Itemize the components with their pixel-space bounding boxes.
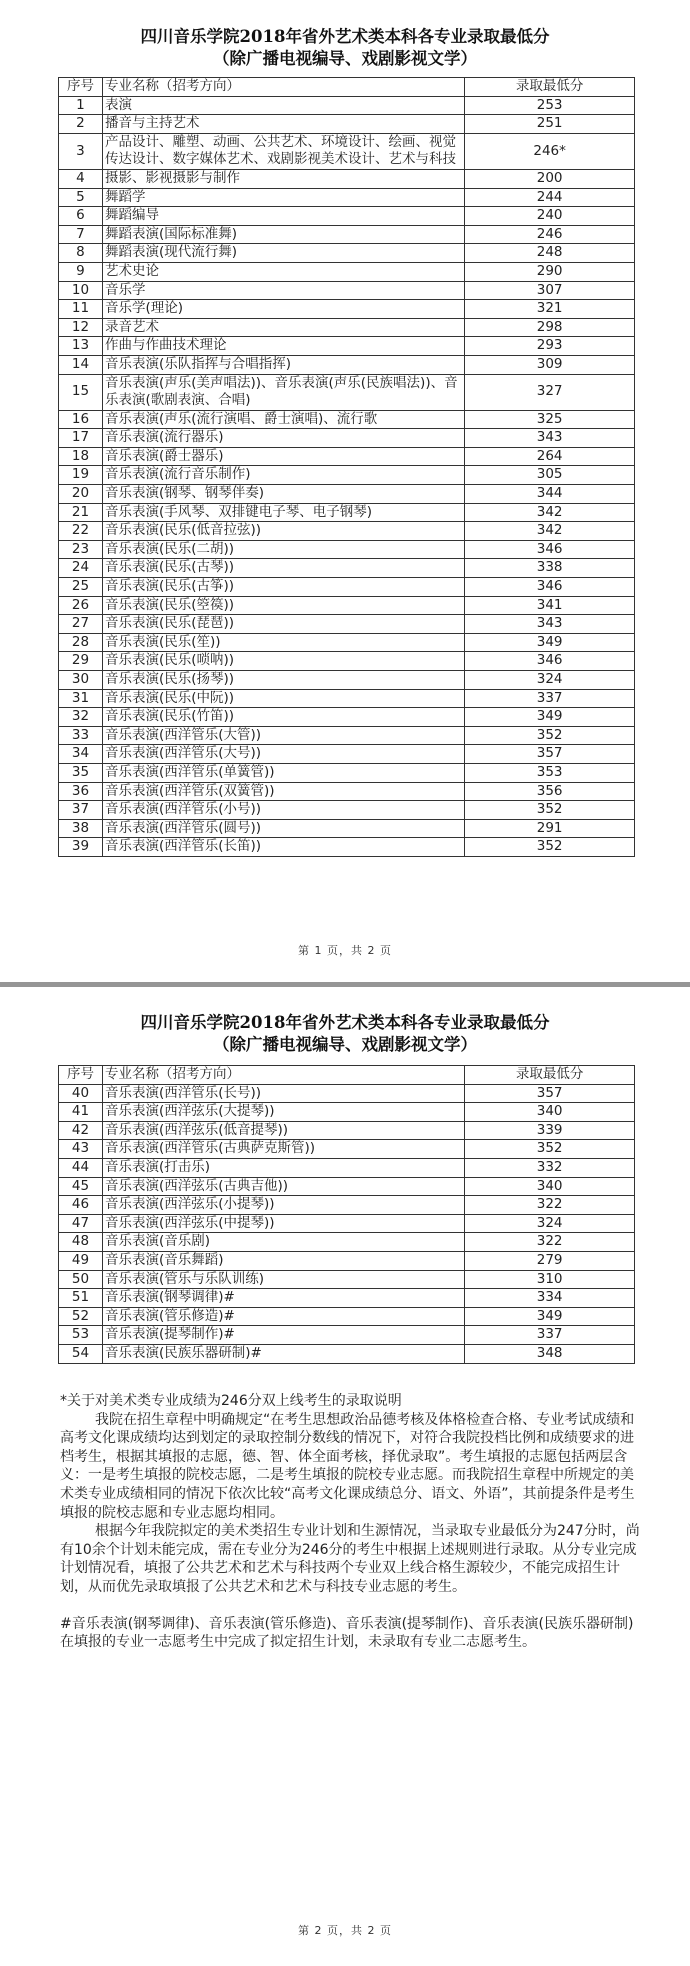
min-score: 343 <box>465 429 635 448</box>
scores-table-page-1 <box>58 77 635 857</box>
major-name: 艺术史论 <box>102 262 464 281</box>
min-score: 305 <box>465 466 635 485</box>
row-number: 13 <box>59 337 103 356</box>
row-number: 2 <box>59 115 103 134</box>
row-number: 39 <box>59 838 103 857</box>
min-score: 327 <box>465 374 635 410</box>
min-score: 240 <box>465 207 635 226</box>
major-name: 音乐表演(管乐修造)# <box>102 1307 464 1326</box>
page-footer-1: 第 1 页，共 2 页 <box>298 944 392 957</box>
table-row <box>59 1177 635 1196</box>
major-name: 音乐表演(音乐舞蹈) <box>102 1251 464 1270</box>
min-score: 352 <box>465 1140 635 1159</box>
header-name: 专业名称（招考方向） <box>102 78 464 97</box>
min-score: 324 <box>465 1214 635 1233</box>
row-number: 51 <box>59 1289 103 1308</box>
major-name: 摄影、影视摄影与制作 <box>102 169 464 188</box>
table-row <box>59 503 635 522</box>
major-name: 产品设计、雕塑、动画、公共艺术、环境设计、绘画、视觉传达设计、数字媒体艺术、戏剧影视美术设计、艺术与科技 <box>102 133 464 169</box>
min-score: 322 <box>465 1233 635 1252</box>
row-number: 9 <box>59 262 103 281</box>
row-number: 38 <box>59 819 103 838</box>
page-footer-2: 第 2 页，共 2 页 <box>298 1924 392 1937</box>
table-row <box>59 540 635 559</box>
row-number: 44 <box>59 1158 103 1177</box>
table-row <box>59 1158 635 1177</box>
major-name: 音乐表演(西洋管乐(古典萨克斯管)) <box>102 1140 464 1159</box>
table-row <box>59 559 635 578</box>
major-name: 音乐表演(西洋管乐(小号)) <box>102 801 464 820</box>
table-row <box>59 281 635 300</box>
min-score: 321 <box>465 300 635 319</box>
table-row <box>59 1270 635 1289</box>
major-name: 舞蹈编导 <box>102 207 464 226</box>
major-name: 音乐表演(民乐(二胡)) <box>102 540 464 559</box>
row-number: 54 <box>59 1344 103 1363</box>
row-number: 47 <box>59 1214 103 1233</box>
min-score: 357 <box>465 745 635 764</box>
major-name: 音乐表演(流行音乐制作) <box>102 466 464 485</box>
table-row <box>59 96 635 115</box>
row-number: 24 <box>59 559 103 578</box>
row-number: 14 <box>59 355 103 374</box>
header-score: 录取最低分 <box>465 1066 635 1085</box>
page-separator <box>0 982 690 987</box>
row-number: 41 <box>59 1103 103 1122</box>
min-score: 246* <box>465 133 635 169</box>
row-number: 37 <box>59 801 103 820</box>
table-row <box>59 318 635 337</box>
row-number: 12 <box>59 318 103 337</box>
major-name: 音乐学 <box>102 281 464 300</box>
row-number: 43 <box>59 1140 103 1159</box>
major-name: 音乐表演(西洋管乐(长号)) <box>102 1084 464 1103</box>
min-score: 338 <box>465 559 635 578</box>
row-number: 29 <box>59 652 103 671</box>
table-row <box>59 262 635 281</box>
table-row <box>59 745 635 764</box>
table-row <box>59 1233 635 1252</box>
table-row <box>59 1121 635 1140</box>
major-name: 音乐表演(西洋弦乐(古典吉他)) <box>102 1177 464 1196</box>
major-name: 音乐表演(民乐(古琴)) <box>102 559 464 578</box>
major-name: 音乐学(理论) <box>102 300 464 319</box>
table-row <box>59 1084 635 1103</box>
row-number: 26 <box>59 596 103 615</box>
row-number: 25 <box>59 578 103 597</box>
major-name: 音乐表演(打击乐) <box>102 1158 464 1177</box>
min-score: 352 <box>465 801 635 820</box>
table-row <box>59 355 635 374</box>
header-name: 专业名称（招考方向） <box>102 1066 464 1085</box>
row-number: 30 <box>59 671 103 690</box>
table-row <box>59 763 635 782</box>
min-score: 356 <box>465 782 635 801</box>
min-score: 246 <box>465 225 635 244</box>
row-number: 20 <box>59 485 103 504</box>
table-row <box>59 466 635 485</box>
major-name: 音乐表演(管乐与乐队训练) <box>102 1270 464 1289</box>
table-row <box>59 1307 635 1326</box>
table-row <box>59 801 635 820</box>
table-row <box>59 578 635 597</box>
document-title: 四川音乐学院2018年省外艺术类本科各专业录取最低分 <box>140 27 550 46</box>
header-no: 序号 <box>59 1066 103 1085</box>
table-header-row <box>59 1066 635 1085</box>
table-row <box>59 819 635 838</box>
major-name: 音乐表演(提琴制作)# <box>102 1326 464 1345</box>
min-score: 291 <box>465 819 635 838</box>
major-name: 音乐表演(西洋管乐(圆号)) <box>102 819 464 838</box>
major-name: 音乐表演(爵士器乐) <box>102 447 464 466</box>
table-row <box>59 244 635 263</box>
header-no: 序号 <box>59 78 103 97</box>
min-score: 341 <box>465 596 635 615</box>
min-score: 346 <box>465 652 635 671</box>
table-row <box>59 838 635 857</box>
row-number: 49 <box>59 1251 103 1270</box>
row-number: 48 <box>59 1233 103 1252</box>
table-row <box>59 169 635 188</box>
page-2 <box>0 988 690 1966</box>
table-row <box>59 1344 635 1363</box>
row-number: 22 <box>59 522 103 541</box>
min-score: 337 <box>465 689 635 708</box>
table-row <box>59 1289 635 1308</box>
notes-paragraph-3: #音乐表演(钢琴调律)、音乐表演(管乐修造)、音乐表演(提琴制作)、音乐表演(民族乐器研制)在填报的专业一志愿考生中完成了拟定招生计划，未录取有专业二志愿考生。 <box>60 1615 634 1651</box>
min-score: 346 <box>465 578 635 597</box>
row-number: 17 <box>59 429 103 448</box>
major-name: 音乐表演(民乐(竹笛)) <box>102 708 464 727</box>
table-row <box>59 708 635 727</box>
table-row <box>59 671 635 690</box>
row-number: 19 <box>59 466 103 485</box>
table-row <box>59 596 635 615</box>
table-row <box>59 726 635 745</box>
min-score: 349 <box>465 1307 635 1326</box>
row-number: 4 <box>59 169 103 188</box>
table-row <box>59 447 635 466</box>
row-number: 6 <box>59 207 103 226</box>
min-score: 339 <box>465 1121 635 1140</box>
min-score: 307 <box>465 281 635 300</box>
min-score: 352 <box>465 726 635 745</box>
min-score: 343 <box>465 615 635 634</box>
row-number: 52 <box>59 1307 103 1326</box>
table-row <box>59 652 635 671</box>
major-name: 音乐表演(民乐(低音拉弦)) <box>102 522 464 541</box>
major-name: 音乐表演(声乐(流行演唱、爵士演唱)、流行歌 <box>102 410 464 429</box>
document-subtitle: （除广播电视编导、戏剧影视文学） <box>213 49 477 68</box>
min-score: 325 <box>465 410 635 429</box>
notes-heading: *关于对美术类专业成绩为246分双上线考生的录取说明 <box>60 1393 402 1409</box>
row-number: 33 <box>59 726 103 745</box>
admission-notes <box>60 1392 640 1652</box>
table-row <box>59 1103 635 1122</box>
min-score: 322 <box>465 1196 635 1215</box>
major-name: 音乐表演(民乐(箜篌)) <box>102 596 464 615</box>
row-number: 34 <box>59 745 103 764</box>
min-score: 279 <box>465 1251 635 1270</box>
row-number: 11 <box>59 300 103 319</box>
min-score: 264 <box>465 447 635 466</box>
min-score: 253 <box>465 96 635 115</box>
min-score: 353 <box>465 763 635 782</box>
major-name: 音乐表演(民乐(琵琶)) <box>102 615 464 634</box>
table-row <box>59 485 635 504</box>
row-number: 53 <box>59 1326 103 1345</box>
major-name: 音乐表演(民乐(中阮)) <box>102 689 464 708</box>
row-number: 28 <box>59 633 103 652</box>
row-number: 42 <box>59 1121 103 1140</box>
document-subtitle-page-2: （除广播电视编导、戏剧影视文学） <box>213 1035 477 1054</box>
major-name: 音乐表演(流行器乐) <box>102 429 464 448</box>
major-name: 音乐表演(手风琴、双排键电子琴、电子钢琴) <box>102 503 464 522</box>
min-score: 332 <box>465 1158 635 1177</box>
row-number: 31 <box>59 689 103 708</box>
min-score: 346 <box>465 540 635 559</box>
major-name: 录音艺术 <box>102 318 464 337</box>
row-number: 18 <box>59 447 103 466</box>
row-number: 40 <box>59 1084 103 1103</box>
row-number: 7 <box>59 225 103 244</box>
major-name: 音乐表演(音乐剧) <box>102 1233 464 1252</box>
major-name: 音乐表演(民乐(扬琴)) <box>102 671 464 690</box>
page-1 <box>0 0 690 982</box>
table-row <box>59 1326 635 1345</box>
min-score: 340 <box>465 1177 635 1196</box>
row-number: 35 <box>59 763 103 782</box>
table-row <box>59 225 635 244</box>
min-score: 349 <box>465 633 635 652</box>
table-row <box>59 188 635 207</box>
min-score: 309 <box>465 355 635 374</box>
document-title-page-2: 四川音乐学院2018年省外艺术类本科各专业录取最低分 <box>140 1013 550 1032</box>
table-body-page-2 <box>59 1084 635 1363</box>
major-name: 音乐表演(民族乐器研制)# <box>102 1344 464 1363</box>
table-row <box>59 115 635 134</box>
min-score: 337 <box>465 1326 635 1345</box>
table-row <box>59 410 635 429</box>
min-score: 293 <box>465 337 635 356</box>
major-name: 音乐表演(西洋管乐(长笛)) <box>102 838 464 857</box>
table-row <box>59 1140 635 1159</box>
notes-paragraph-1: 我院在招生章程中明确规定“在考生思想政治品德考核及体格检查合格、专业考试成绩和高考文化课成绩均达到划定的录取控制分数线的情况下，对符合我院投档比例和成绩要求的进档考生，根据其填报的志愿，德、智、体全面考核，择优录取”。考生填报的志愿包括两层含义：一是考生填报的院校志愿，二是考生填报的院校专业志愿。而我院招生章程中所规定的美术类专业成绩相同的情况下依次比较“高考文化课成绩总分、语文、外语”，其前提条件是考生填报的院校志愿和专业志愿均相同。 <box>60 1411 635 1521</box>
row-number: 23 <box>59 540 103 559</box>
table-row <box>59 337 635 356</box>
major-name: 音乐表演(声乐(美声唱法))、音乐表演(声乐(民族唱法))、音乐表演(歌剧表演、合唱) <box>102 374 464 410</box>
min-score: 352 <box>465 838 635 857</box>
major-name: 音乐表演(西洋弦乐(大提琴)) <box>102 1103 464 1122</box>
table-row <box>59 374 635 410</box>
table-row <box>59 300 635 319</box>
min-score: 298 <box>465 318 635 337</box>
major-name: 音乐表演(乐队指挥与合唱指挥) <box>102 355 464 374</box>
table-row <box>59 1196 635 1215</box>
row-number: 50 <box>59 1270 103 1289</box>
table-header-row <box>59 78 635 97</box>
row-number: 3 <box>59 133 103 169</box>
scores-table-page-2 <box>58 1065 635 1364</box>
row-number: 32 <box>59 708 103 727</box>
table-row <box>59 1214 635 1233</box>
table-row <box>59 522 635 541</box>
row-number: 5 <box>59 188 103 207</box>
major-name: 音乐表演(钢琴调律)# <box>102 1289 464 1308</box>
table-row <box>59 782 635 801</box>
table-row <box>59 429 635 448</box>
table-row <box>59 689 635 708</box>
min-score: 344 <box>465 485 635 504</box>
header-score: 录取最低分 <box>465 78 635 97</box>
row-number: 16 <box>59 410 103 429</box>
table-row <box>59 633 635 652</box>
row-number: 36 <box>59 782 103 801</box>
table-row <box>59 207 635 226</box>
table-row <box>59 133 635 169</box>
min-score: 349 <box>465 708 635 727</box>
major-name: 播音与主持艺术 <box>102 115 464 134</box>
major-name: 音乐表演(西洋管乐(双簧管)) <box>102 782 464 801</box>
row-number: 1 <box>59 96 103 115</box>
major-name: 表演 <box>102 96 464 115</box>
min-score: 324 <box>465 671 635 690</box>
table-row <box>59 615 635 634</box>
min-score: 248 <box>465 244 635 263</box>
notes-paragraph-2: 根据今年我院拟定的美术类招生专业计划和生源情况，当录取专业最低分为247分时，尚有10余个计划未能完成，需在专业分为246分的考生中根据上述规则进行录取。从分专业完成计划情况看，填报了公共艺术和艺术与科技两个专业双上线合格生源较少，不能完成招生计划，从而优先录取填报了公共艺术和艺术与科技专业志愿的考生。 <box>60 1523 640 1595</box>
major-name: 舞蹈学 <box>102 188 464 207</box>
major-name: 舞蹈表演(国际标准舞) <box>102 225 464 244</box>
min-score: 340 <box>465 1103 635 1122</box>
min-score: 290 <box>465 262 635 281</box>
min-score: 334 <box>465 1289 635 1308</box>
row-number: 10 <box>59 281 103 300</box>
major-name: 音乐表演(西洋弦乐(中提琴)) <box>102 1214 464 1233</box>
min-score: 342 <box>465 522 635 541</box>
major-name: 音乐表演(民乐(唢呐)) <box>102 652 464 671</box>
row-number: 45 <box>59 1177 103 1196</box>
table-body-page-1 <box>59 96 635 856</box>
major-name: 音乐表演(民乐(笙)) <box>102 633 464 652</box>
row-number: 15 <box>59 374 103 410</box>
major-name: 音乐表演(西洋管乐(单簧管)) <box>102 763 464 782</box>
major-name: 音乐表演(民乐(古筝)) <box>102 578 464 597</box>
major-name: 音乐表演(钢琴、钢琴伴奏) <box>102 485 464 504</box>
min-score: 310 <box>465 1270 635 1289</box>
major-name: 音乐表演(西洋管乐(大号)) <box>102 745 464 764</box>
min-score: 348 <box>465 1344 635 1363</box>
min-score: 200 <box>465 169 635 188</box>
major-name: 音乐表演(西洋弦乐(低音提琴)) <box>102 1121 464 1140</box>
row-number: 46 <box>59 1196 103 1215</box>
min-score: 244 <box>465 188 635 207</box>
min-score: 357 <box>465 1084 635 1103</box>
min-score: 251 <box>465 115 635 134</box>
major-name: 音乐表演(西洋管乐(大管)) <box>102 726 464 745</box>
major-name: 音乐表演(西洋弦乐(小提琴)) <box>102 1196 464 1215</box>
row-number: 27 <box>59 615 103 634</box>
row-number: 8 <box>59 244 103 263</box>
table-row <box>59 1251 635 1270</box>
major-name: 作曲与作曲技术理论 <box>102 337 464 356</box>
major-name: 舞蹈表演(现代流行舞) <box>102 244 464 263</box>
row-number: 21 <box>59 503 103 522</box>
min-score: 342 <box>465 503 635 522</box>
